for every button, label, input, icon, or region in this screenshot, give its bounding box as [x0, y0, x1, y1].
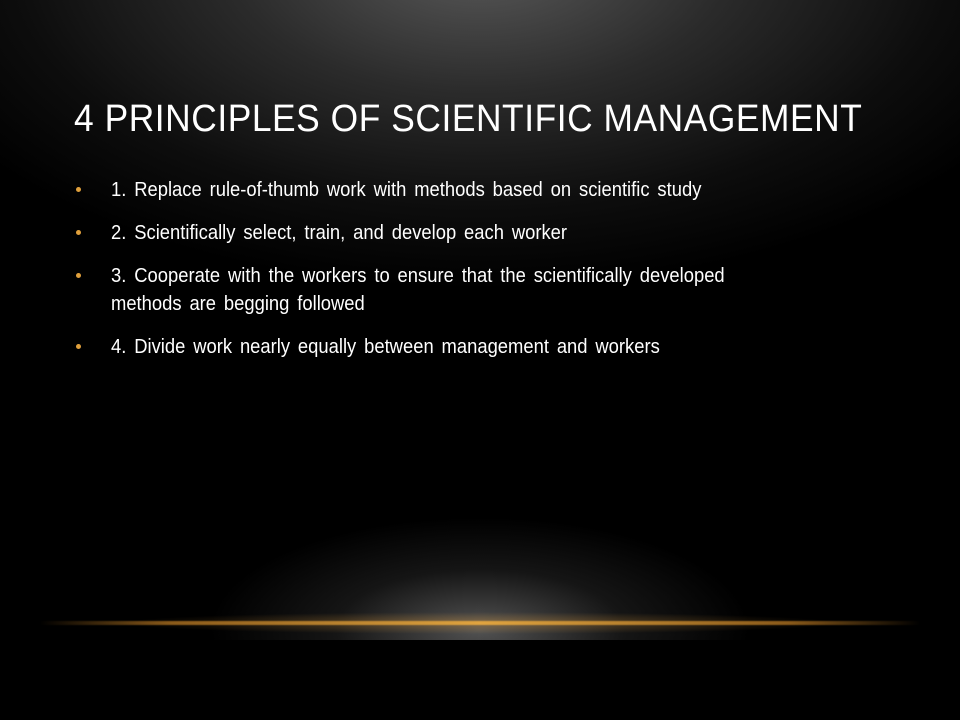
- bullet-icon: [76, 187, 81, 192]
- bullet-icon: [76, 273, 81, 278]
- bullet-item: [74, 219, 774, 247]
- bullet-text: 3. Cooperate with the workers to ensure that the scientifically developed methods are begging followed: [111, 265, 725, 315]
- bullet-icon: [76, 230, 81, 235]
- bullet-list: [74, 176, 774, 376]
- bullet-icon: [76, 344, 81, 349]
- bullet-item: [74, 262, 774, 318]
- bullet-text: 2. Scientifically select, train, and develop each worker: [111, 222, 568, 244]
- bullet-text: 1. Replace rule-of-thumb work with methods based on scientific study: [111, 179, 702, 201]
- accent-line: [40, 621, 920, 625]
- bullet-text: 4. Divide work nearly equally between management and workers: [111, 336, 660, 358]
- bullet-item: [74, 333, 774, 361]
- slide-title: 4 PRINCIPLES OF SCIENTIFIC MANAGEMENT: [74, 98, 863, 140]
- bullet-item: [74, 176, 774, 204]
